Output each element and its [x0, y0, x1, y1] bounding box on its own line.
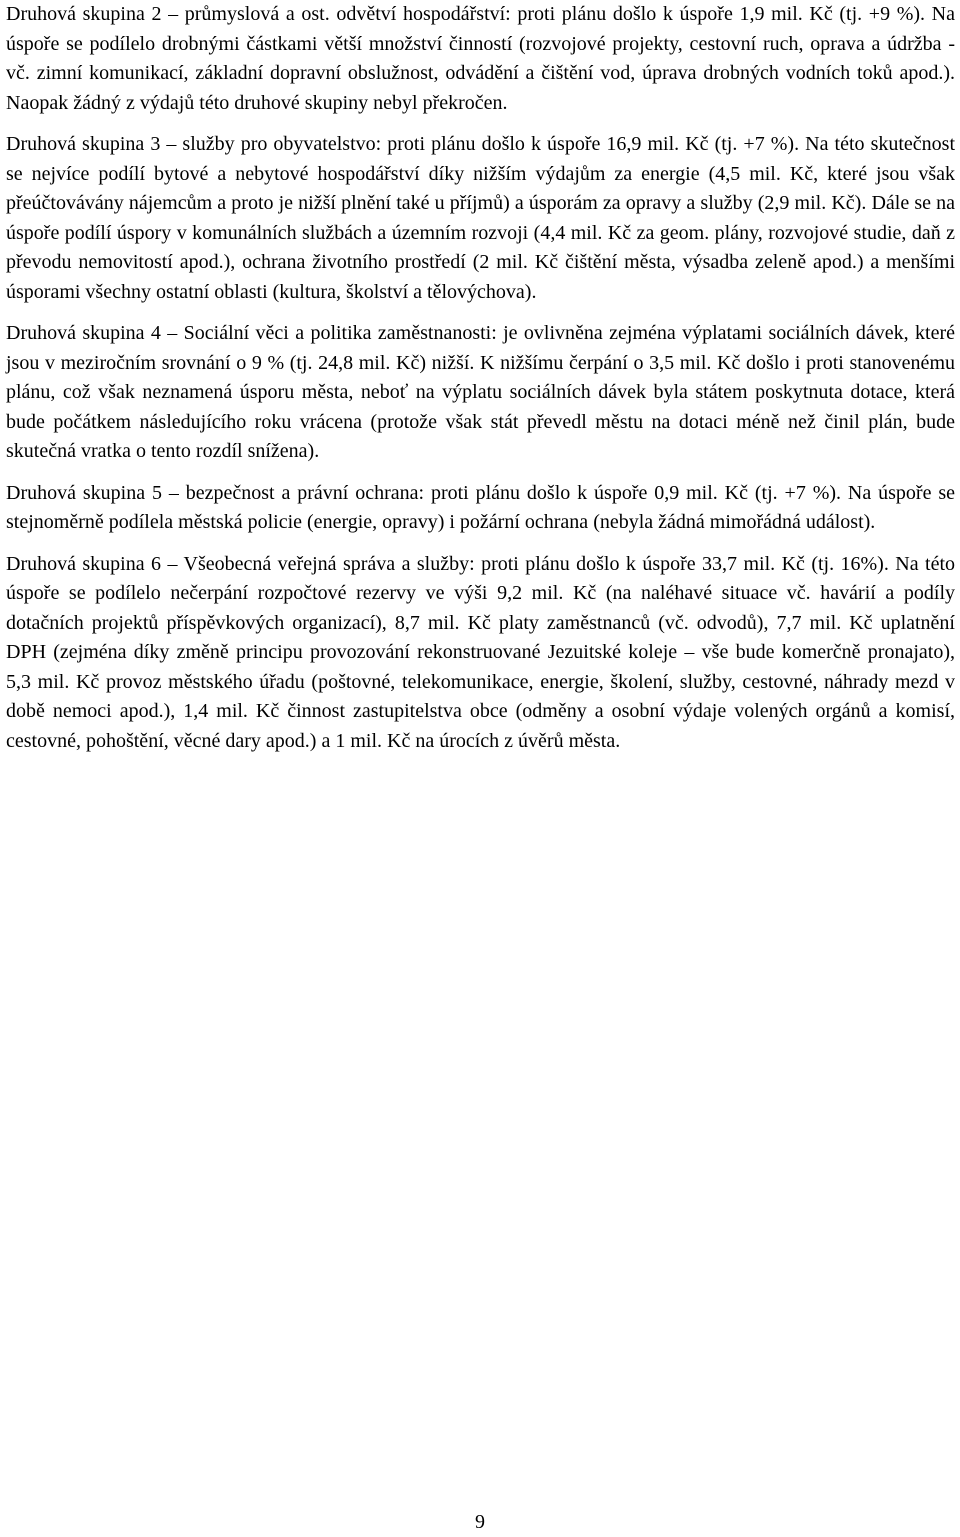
paragraph-skupina-2: Druhová skupina 2 – průmyslová a ost. odvětví hospodářství: proti plánu došlo k úspoře 1,9 mil. Kč (tj. +9 %). Na úspoře se podílelo drobnými částkami větší množství činností (rozvojové projekty, cestovní ruch, oprava a údržba - vč. zimní komunikací, základní dopravní obslužnost, odvádění a čištění vod, úprava drobných vodních toků apod.). Naopak žádný z výdajů této druhové skupiny nebyl překročen.	[6, 3, 955, 114]
paragraph-skupina-3: Druhová skupina 3 – služby pro obyvatelstvo: proti plánu došlo k úspoře 16,9 mil. Kč (tj. +7 %). Na této skutečnost se nejvíce podílí bytové a nebytové hospodářství díky nižším výdajům za energie (4,5 mil. Kč, které jsou však přeúčtovávány nájemcům a proto je nižší plnění také u příjmů) a úsporám za opravy a služby (2,9 mil. Kč). Dále se na úspoře podílí úspory v komunálních službách a územním rozvoji (4,4 mil. Kč za geom. plány, rozvojové studie, daň z převodu nemovitostí apod.), ochrana životního prostředí (2 mil. Kč čištění města, výsadba zeleně apod.) a menšími úsporami všechny ostatní oblasti (kultura, školství a tělovýchova).	[6, 133, 955, 303]
paragraph-skupina-6: Druhová skupina 6 – Všeobecná veřejná správa a služby: proti plánu došlo k úspoře 33,7 mil. Kč (tj. 16%). Na této úspoře se podílelo nečerpání rozpočtové rezervy ve výši 9,2 mil. Kč (na naléhavé situace vč. havárií a podíly dotačních projektů příspěvkových organizací), 8,7 mil. Kč platy zaměstnanců (vč. odvodů), 7,7 mil. Kč uplatnění DPH (zejména díky změně principu provozování rekonstruované Jezuitské koleje – vše bude komerčně pronajato), 5,3 mil. Kč provoz městského úřadu (poštovné, telekomunikace, energie, školení, služby, cestovné, náhrady mezd v době nemoci apod.), 1,4 mil. Kč činnost zastupitelstva obce (odměny a osobní výdaje volených orgánů a komisí, cestovné, pohoštění, věcné dary apod.) a 1 mil. Kč na úrocích z úvěrů města.	[6, 552, 955, 752]
page-number: 9	[475, 1511, 485, 1533]
paragraph-skupina-5: Druhová skupina 5 – bezpečnost a právní ochrana: proti plánu došlo k úspoře 0,9 mil. Kč (tj. +7 %). Na úspoře se stejnoměrně podílela městská policie (energie, opravy) i požární ochrana (nebyla žádná mimořádná událost).	[6, 481, 955, 533]
paragraph-skupina-4: Druhová skupina 4 – Sociální věci a politika zaměstnanosti: je ovlivněna zejména výplatami sociálních dávek, které jsou v meziročním srovnání o 9 % (tj. 24,8 mil. Kč) nižší. K nižšímu čerpání o 3,5 mil. Kč došlo i proti stanovenému plánu, což však neznamená úsporu města, neboť na výplatu sociálních dávek byla státem poskytnuta dotace, která bude počátkem následujícího roku vrácena (protože však stát převedl městu na dotaci méně než činil plán, bude skutečná vratka o tento rozdíl snížena).	[6, 322, 955, 462]
document-body	[6, 0, 955, 768]
